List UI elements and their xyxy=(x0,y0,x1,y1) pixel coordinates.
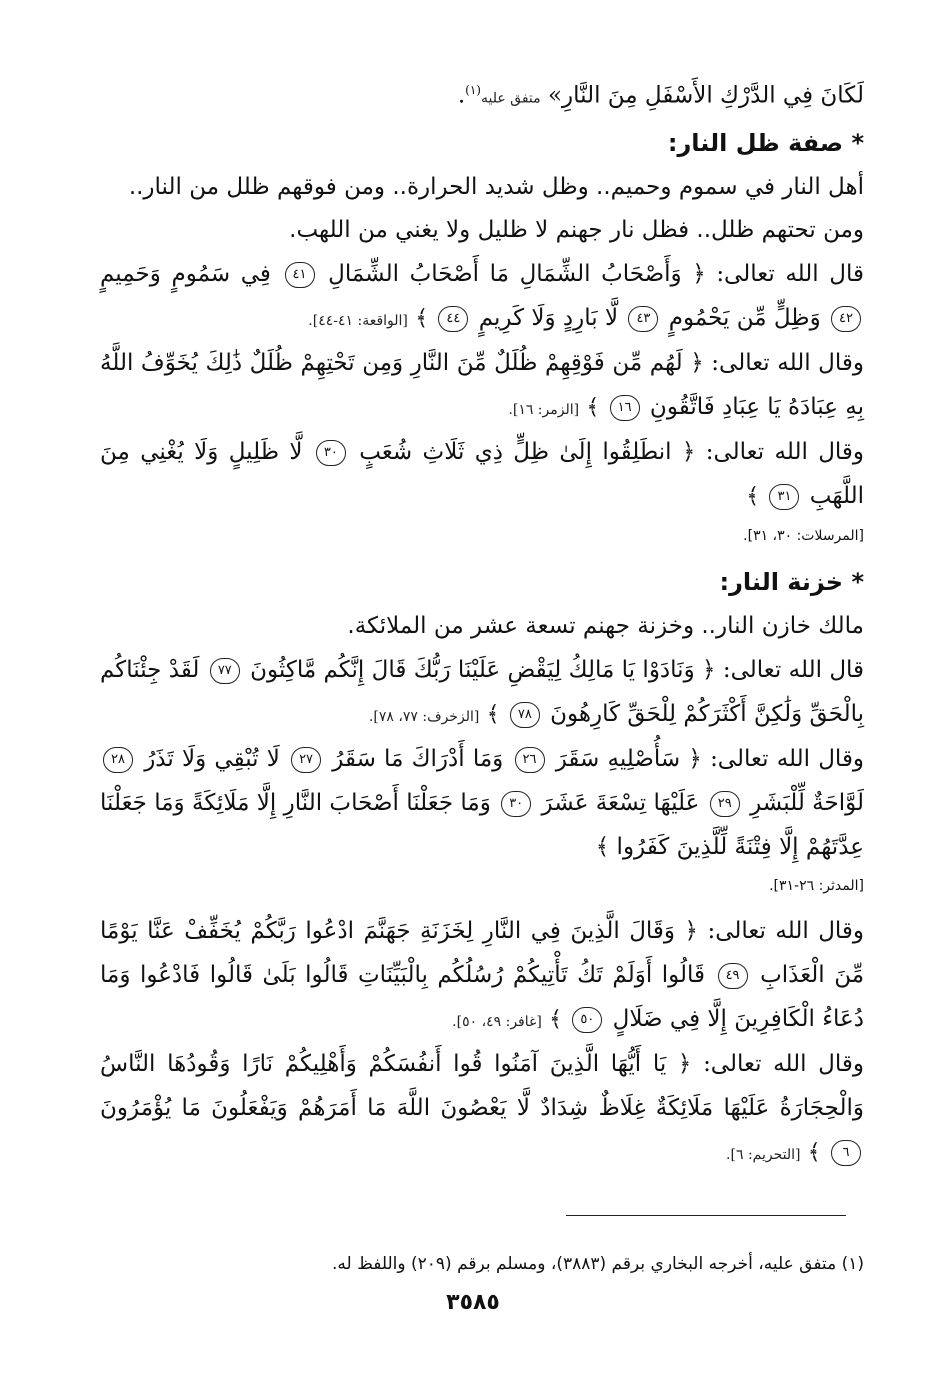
paragraph: ومن تحتهم ظلل.. فظل نار جهنم لا ظليل ولا يغني من اللهب. xyxy=(289,216,864,243)
intro-note: متفق عليه xyxy=(480,90,541,107)
closing-bracket-icon: ﴾ xyxy=(415,305,429,331)
quran-quote xyxy=(100,909,864,1042)
page-content xyxy=(100,68,864,1175)
ayah-number-marker: ٥٠ xyxy=(572,1007,602,1033)
footnote-divider xyxy=(566,1215,846,1216)
page-number: ٣٥٨٥ xyxy=(446,1290,500,1315)
ayah-number-marker: ٤٩ xyxy=(718,963,748,989)
ayah-number-marker: ٣١ xyxy=(769,484,799,510)
quote-lead: وقال الله تعالى: xyxy=(707,917,865,944)
quote-lead: وقال الله تعالى: xyxy=(711,349,865,376)
verse-text: عَلَيْهَا تِسْعَةَ عَشَرَ xyxy=(541,789,700,816)
verse-text: لَقَدْ جِئْنَاكُم بِالْحَقِّ وَلَٰكِنَّ أَكْثَرَكُمْ لِلْحَقِّ كَارِهُونَ xyxy=(100,656,864,727)
intro-quran-text: لَكَانَ فِي الدَّرْكِ الأَسْفَلِ مِنَ النَّارِ» xyxy=(547,82,864,109)
quran-quote xyxy=(100,341,864,430)
closing-bracket-icon: ﴾ xyxy=(807,1139,821,1165)
section-heading-fire-keepers: * خزنة النار: xyxy=(719,567,864,596)
quote-lead: قال الله تعالى: xyxy=(716,260,864,287)
quote-lead: وقال الله تعالى: xyxy=(710,745,865,772)
footnote: (١) متفق عليه، أخرجه البخاري برقم (٣٨٨٣)، ومسلم برقم (٢٠٩) واللفظ له. xyxy=(332,1254,864,1274)
ayah-number-marker: ٧٧ xyxy=(210,658,240,684)
footnote-reference: (١) xyxy=(465,83,481,97)
verse-text: لَّا ظَلِيلٍ وَلَا يُغْنِي مِنَ اللَّهَبِ xyxy=(100,438,864,509)
verse-text: ﴿ سَأُصْلِيهِ سَقَرَ xyxy=(555,745,702,772)
quran-quote xyxy=(100,648,864,737)
verse-text: ﴿ لَهُم مِّن فَوْقِهِمْ ظُلَلٌ مِّنَ النَّارِ وَمِن تَحْتِهِمْ ظُلَلٌ ذَٰلِكَ يُخَوِّفُ اللَّهُ بِهِ عِبَادَهُ يَا عِبَادِ فَاتَّقُونِ xyxy=(100,349,864,420)
closing-bracket-icon: ﴾ xyxy=(486,701,500,727)
section-heading-fire-shade: * صفة ظل النار: xyxy=(667,128,864,157)
quote-lead: قال الله تعالى: xyxy=(722,656,865,683)
surah-reference: [غافر: ٤٩، ٥٠]. xyxy=(452,1013,542,1030)
verse-text: فِي سَمُومٍ وَحَمِيمٍ xyxy=(100,260,271,287)
surah-reference: [الزمر: ١٦]. xyxy=(508,401,580,418)
verse-text: لَا تُبْقِي وَلَا تَذَرُ xyxy=(144,745,280,772)
verse-text: لَّا بَارِدٍ وَلَا كَرِيمٍ xyxy=(478,304,619,331)
quran-quote xyxy=(100,252,864,341)
surah-reference: [الواقعة: ٤١-٤٤]. xyxy=(308,312,408,329)
quote-lead: وقال الله تعالى: xyxy=(705,438,865,465)
ayah-number-marker: ٢٧ xyxy=(291,747,321,773)
surah-reference: [التحريم: ٦]. xyxy=(726,1146,801,1163)
ayah-number-marker: ٣٠ xyxy=(316,440,346,466)
surah-reference: [المدثر: ٢٦-٣١]. xyxy=(769,877,864,894)
ayah-number-marker: ٦ xyxy=(831,1140,861,1166)
verse-text: وَمَا أَدْرَاكَ مَا سَقَرُ xyxy=(332,745,504,772)
verse-text: وَمَا جَعَلْنَا أَصْحَابَ النَّارِ إِلَّا مَلَائِكَةً وَمَا جَعَلْنَا عِدَّتَهُمْ إِلَّا فِتْنَةً لِّلَّذِينَ كَفَرُوا ﴾ xyxy=(100,789,864,860)
ayah-number-marker: ٢٨ xyxy=(103,747,133,773)
verse-text: لَوَّاحَةٌ لِّلْبَشَرِ xyxy=(750,789,864,816)
ayah-number-marker: ٤٣ xyxy=(628,306,658,332)
ayah-number-marker: ٧٨ xyxy=(510,702,540,728)
ayah-number-marker: ٤١ xyxy=(285,262,315,288)
verse-text: ﴿ يَا أَيُّهَا الَّذِينَ آمَنُوا قُوا أَنفُسَكُمْ وَأَهْلِيكُمْ نَارًا وَقُودُهَا النَّاسُ وَالْحِجَارَةُ عَلَيْهَا مَلَائِكَةٌ غِلَاظٌ شِدَادٌ لَّا يَعْصُونَ اللَّهَ مَا أَمَرَهُمْ وَيَفْعَلُونَ مَا يُؤْمَرُونَ xyxy=(100,1050,864,1121)
ayah-number-marker: ٣٠ xyxy=(501,791,531,817)
quote-lead: وقال الله تعالى: xyxy=(703,1050,864,1077)
closing-bracket-icon: ﴾ xyxy=(586,394,600,420)
ayah-number-marker: ٤٢ xyxy=(831,306,861,332)
intro-line: لَكَانَ فِي الدَّرْكِ الأَسْفَلِ مِنَ النَّارِ» متفق عليه$^{(١)}$. xyxy=(457,82,864,109)
ayah-number-marker: ٢٩ xyxy=(710,791,740,817)
verse-text: ﴿ وَقَالَ الَّذِينَ فِي النَّارِ لِخَزَنَةِ جَهَنَّمَ ادْعُوا رَبَّكُمْ يُخَفِّفْ عَنَّا يَوْمًا مِّنَ الْعَذَابِ xyxy=(100,917,865,988)
verse-text: ﴿ وَنَادَوْا يَا مَالِكُ لِيَقْضِ عَلَيْنَا رَبُّكَ قَالَ إِنَّكُم مَّاكِثُونَ xyxy=(250,656,716,683)
surah-reference: [الزخرف: ٧٧، ٧٨]. xyxy=(368,708,480,725)
verse-text: قَالُوا أَوَلَمْ تَكُ تَأْتِيكُمْ رُسُلُكُم بِالْبَيِّنَاتِ قَالُوا بَلَىٰ قَالُوا فَادْعُوا وَمَا دُعَاءُ الْكَافِرِينَ إِلَّا فِي ضَلَالٍ xyxy=(100,961,864,1032)
quran-quote xyxy=(100,1042,864,1175)
paragraph: مالك خازن النار.. وخزنة جهنم تسعة عشر من الملائكة. xyxy=(347,612,864,639)
paragraph: أهل النار في سموم وحميم.. وظل شديد الحرارة.. ومن فوقهم ظلل من النار.. xyxy=(128,173,864,200)
ayah-number-marker: ٢٦ xyxy=(515,747,545,773)
verse-text: ﴿ وَأَصْحَابُ الشِّمَالِ مَا أَصْحَابُ الشِّمَالِ xyxy=(328,260,706,287)
closing-bracket-icon: ﴾ xyxy=(549,1006,562,1032)
ayah-number-marker: ١٦ xyxy=(610,395,640,421)
quran-quote xyxy=(100,430,864,519)
verse-text: ﴿ انطَلِقُوا إِلَىٰ ظِلٍّ ذِي ثَلَاثِ شُعَبٍ xyxy=(359,438,696,465)
quran-quote xyxy=(100,737,864,869)
surah-reference: [المرسلات: ٣٠، ٣١]. xyxy=(743,527,864,544)
ayah-number-marker: ٤٤ xyxy=(438,306,468,332)
verse-text: وَظِلٍّ مِّن يَحْمُومٍ xyxy=(668,304,821,331)
closing-bracket-icon: ﴾ xyxy=(746,483,760,509)
